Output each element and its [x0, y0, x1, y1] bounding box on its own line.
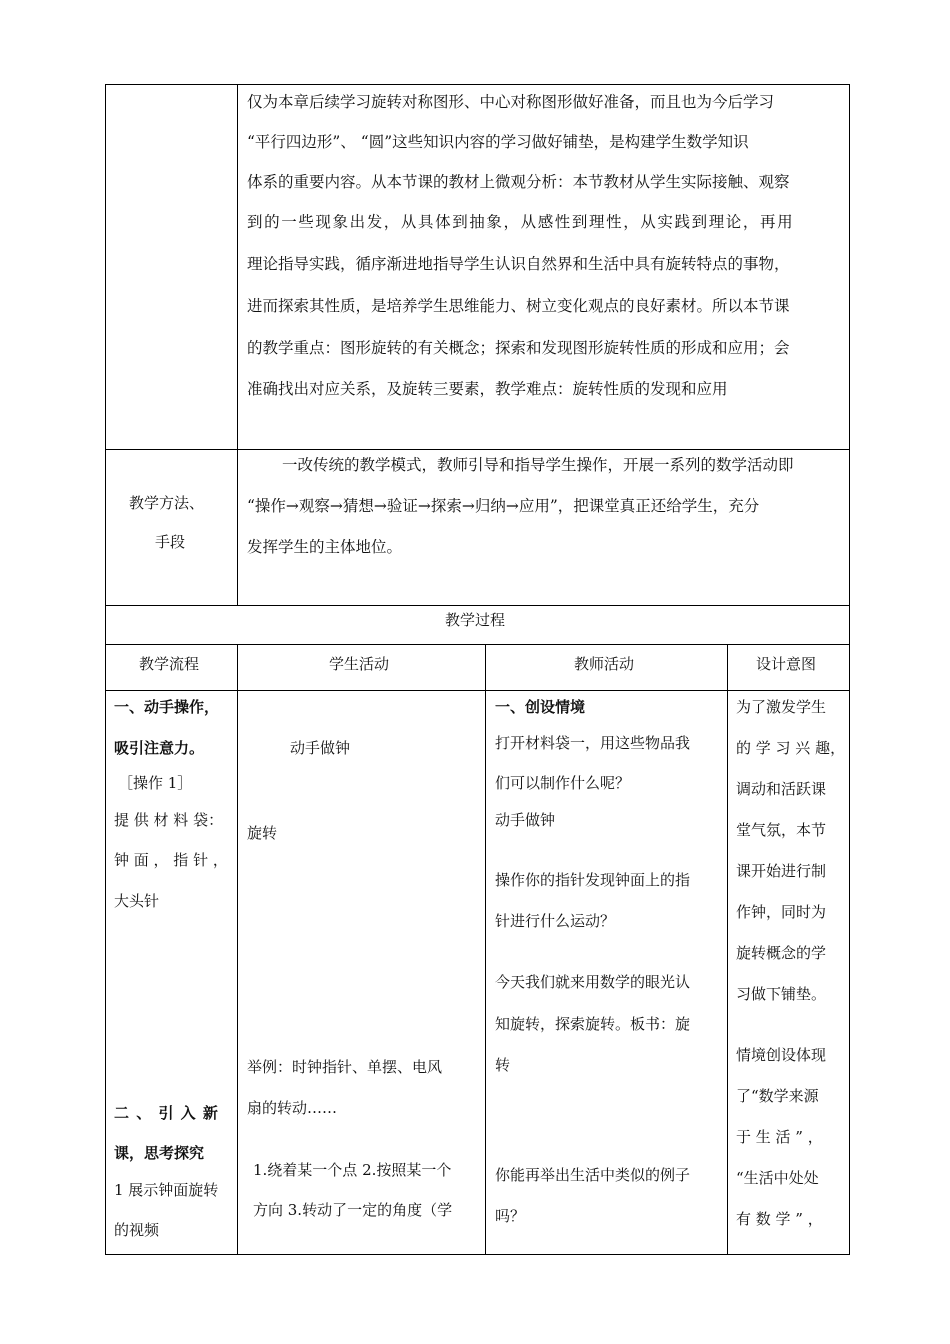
flow-step1-title: 吸引注意力。: [114, 739, 205, 757]
row-divider-2: [105, 605, 850, 606]
intro-line: 体系的重要内容。从本节课的教材上微观分析：本节教材从学生实际接触、观察: [247, 173, 790, 191]
intro-line: 到的一些现象出发，从具体到抽象，从感性到理性，从实践到理论，再用: [247, 213, 795, 231]
table-border-top: [105, 84, 850, 85]
teacher-activity: 转: [495, 1056, 511, 1074]
intent-line: 堂气氛，本节: [736, 821, 827, 839]
teacher-activity: 今天我们就来用数学的眼光认: [495, 973, 691, 991]
table-border-bottom: [105, 1254, 850, 1255]
intro-line: 的教学重点：图形旋转的有关概念；探索和发现图形旋转性质的形成和应用；会: [247, 339, 790, 357]
intent-line: “生活中处处: [736, 1169, 819, 1187]
header-student: 学生活动: [329, 655, 390, 673]
flow-material: 钟 面 ， 指 针 ，: [114, 851, 228, 869]
row-divider-4: [105, 690, 850, 691]
header-intent: 设计意图: [756, 655, 817, 673]
flow-step2-title: 二 、 引 入 新: [114, 1104, 219, 1122]
row-divider-1: [105, 449, 850, 450]
flow-step2-title: 课，思考探究: [114, 1144, 205, 1162]
intent-line: 有 数 学 ” ，: [736, 1210, 823, 1228]
table-border-right: [849, 84, 850, 1255]
teacher-activity: 针进行什么运动？: [495, 912, 616, 930]
flow-video: 1 展示钟面旋转: [114, 1181, 219, 1199]
intent-line: 了“数学来源: [736, 1087, 819, 1105]
col-divider-2: [485, 644, 486, 1255]
teacher-section-title: 一、创设情境: [495, 698, 586, 716]
student-activity: 扇的转动……: [247, 1099, 338, 1117]
header-flow: 教学流程: [139, 655, 200, 673]
flow-video: 的视频: [114, 1221, 160, 1239]
teacher-activity: 打开材料袋一，用这些物品我: [495, 734, 691, 752]
teacher-activity: 们可以制作什么呢？: [495, 774, 631, 792]
student-activity: 动手做钟: [290, 739, 351, 757]
row-divider-3: [105, 644, 850, 645]
teacher-activity: 动手做钟: [495, 811, 556, 829]
teacher-activity: 操作你的指针发现钟面上的指: [495, 871, 691, 889]
intro-line: “平行四边形”、 “圆”这些知识内容的学习做好铺垫，是构建学生数学知识: [247, 133, 749, 151]
student-activity: 1.绕着某一个点 2.按照某一个: [253, 1161, 452, 1179]
header-teacher: 教师活动: [574, 655, 635, 673]
flow-step1-title: 一、动手操作，: [114, 698, 220, 716]
teacher-activity: 你能再举出生活中类似的例子: [495, 1166, 691, 1184]
student-activity: 方向 3.转动了一定的角度（学: [253, 1201, 453, 1219]
intent-line: 作钟，同时为: [736, 903, 827, 921]
method-line: “操作→观察→猜想→验证→探索→归纳→应用”，把课堂真正还给学生，充分: [247, 497, 760, 515]
intent-line: 旋转概念的学: [736, 944, 827, 962]
teacher-activity: 知旋转，探索旋转。板书：旋: [495, 1015, 691, 1033]
flow-material: 大头针: [114, 892, 160, 910]
table-border-left: [105, 84, 106, 1255]
intent-line: 习做下铺垫。: [736, 985, 827, 1003]
teacher-activity: 吗？: [495, 1207, 526, 1225]
intent-line: 课开始进行制: [736, 862, 827, 880]
intro-line: 进而探索其性质，是培养学生思维能力、树立变化观点的良好素材。所以本节课: [247, 297, 790, 315]
student-activity: 旋转: [247, 824, 278, 842]
method-line: 发挥学生的主体地位。: [247, 538, 403, 556]
col-divider-label: [237, 84, 238, 606]
intent-line: 为了激发学生: [736, 698, 827, 716]
intro-line: 准确找出对应关系，及旋转三要素，教学难点：旋转性质的发现和应用: [247, 380, 728, 398]
student-activity: 举例：时钟指针、单摆、电风: [247, 1058, 443, 1076]
intent-line: 调动和活跃课: [736, 780, 827, 798]
process-title: 教学过程: [445, 611, 506, 629]
col-divider-1: [237, 644, 238, 1255]
flow-operation-label: ［操作 1］: [118, 774, 193, 792]
col-divider-3: [727, 644, 728, 1255]
method-label-line2: 手段: [155, 533, 186, 551]
intro-line: 仅为本章后续学习旋转对称图形、中心对称图形做好准备，而且也为今后学习: [247, 93, 775, 111]
method-label-line1: 教学方法、: [129, 494, 205, 512]
flow-material: 提 供 材 料 袋：: [114, 811, 224, 829]
intent-line: 于 生 活 ” ，: [736, 1128, 823, 1146]
intent-line: 的 学 习 兴 趣，: [736, 739, 846, 757]
intent-line: 情境创设体现: [736, 1046, 827, 1064]
intro-line: 理论指导实践，循序渐进地指导学生认识自然界和生活中具有旋转特点的事物，: [247, 255, 790, 273]
method-line: 一改传统的教学模式，教师引导和指导学生操作，开展一系列的数学活动即: [282, 456, 794, 474]
